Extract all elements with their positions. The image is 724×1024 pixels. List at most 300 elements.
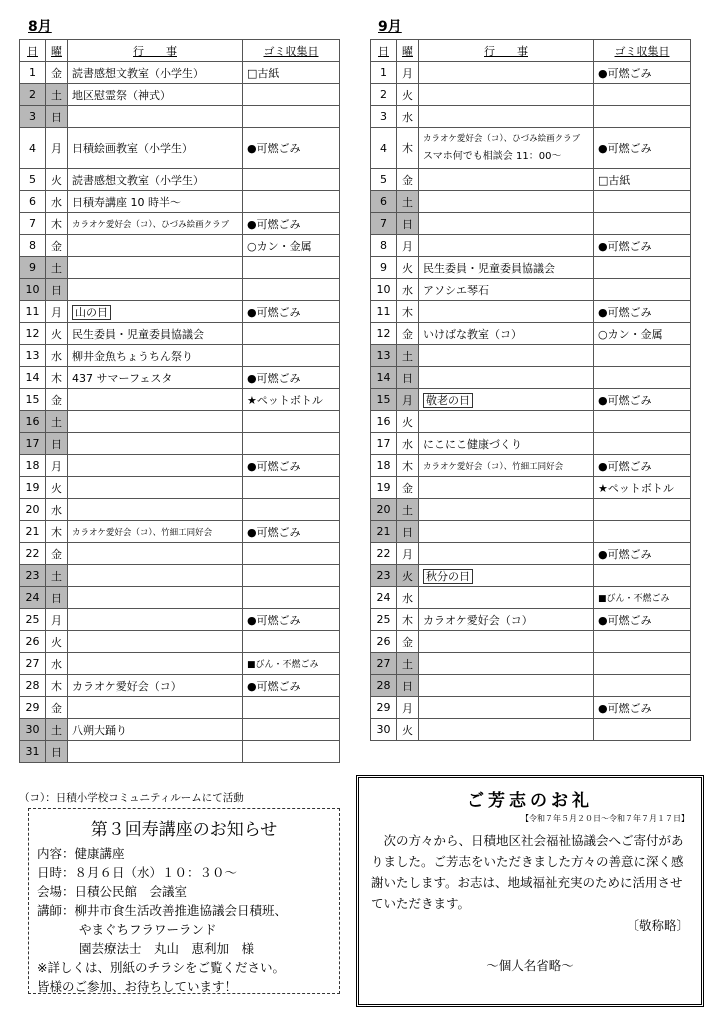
table-row (20, 235, 340, 257)
event-cell (68, 345, 243, 367)
day-cell: 15 (371, 389, 397, 411)
weekday-cell: 木 (46, 675, 68, 697)
garbage-cell: ○カン・金属 (594, 323, 691, 345)
table-row (371, 653, 691, 675)
weekday-cell: 金 (397, 323, 419, 345)
table-row (371, 84, 691, 106)
notice-detail-1: ※詳しくは、別紙のチラシをご覧ください。 (37, 960, 285, 975)
weekday-cell: 水 (46, 191, 68, 213)
table-row (371, 455, 691, 477)
event-cell (419, 389, 594, 411)
garbage-cell (243, 411, 340, 433)
garbage-cell: ■びん・不燃ごみ (594, 587, 691, 609)
event-cell (68, 675, 243, 697)
event-cell (419, 323, 594, 345)
event-text: 秋分の日 (423, 569, 473, 584)
garbage-cell (243, 719, 340, 741)
event-cell (419, 235, 594, 257)
event-text: 民生委員・児童委員協議会 (423, 261, 555, 275)
day-cell: 4 (20, 128, 46, 169)
garbage-cell: ★ペットボトル (243, 389, 340, 411)
table-row (20, 477, 340, 499)
weekday-cell: 月 (397, 235, 419, 257)
table-row (20, 191, 340, 213)
day-cell: 9 (371, 257, 397, 279)
garbage-cell (594, 719, 691, 741)
garbage-cell: ●可燃ごみ (243, 609, 340, 631)
event-cell (68, 367, 243, 389)
garbage-cell (243, 279, 340, 301)
event-cell (68, 389, 243, 411)
table-row (20, 301, 340, 323)
thanks-honorific: 〔敬称略〕 (626, 918, 689, 933)
weekday-cell: 火 (397, 411, 419, 433)
table-row (20, 521, 340, 543)
event-cell (68, 741, 243, 763)
event-cell (68, 169, 243, 191)
event-text: いけばな教室（コ） (423, 327, 522, 341)
event-cell (419, 345, 594, 367)
garbage-cell (594, 84, 691, 106)
table-row (371, 279, 691, 301)
garbage-cell (243, 84, 340, 106)
garbage-cell (594, 257, 691, 279)
event-cell (419, 213, 594, 235)
day-cell: 20 (20, 499, 46, 521)
event-cell (419, 169, 594, 191)
day-cell: 29 (371, 697, 397, 719)
day-cell: 22 (20, 543, 46, 565)
garbage-cell (243, 106, 340, 128)
september-header-row (371, 40, 691, 62)
header-day: 日 (371, 40, 397, 62)
weekday-cell: 金 (46, 543, 68, 565)
thanks-box (356, 775, 704, 1007)
day-cell: 25 (371, 609, 397, 631)
header-weekday: 曜 (397, 40, 419, 62)
garbage-cell (243, 697, 340, 719)
event-cell (68, 84, 243, 106)
day-cell: 12 (20, 323, 46, 345)
event-cell (68, 279, 243, 301)
event-cell (68, 609, 243, 631)
garbage-cell (243, 587, 340, 609)
table-row (20, 653, 340, 675)
table-row (371, 106, 691, 128)
event-cell (68, 323, 243, 345)
weekday-cell: 土 (397, 191, 419, 213)
event-cell (68, 631, 243, 653)
day-cell: 26 (371, 631, 397, 653)
weekday-cell: 月 (46, 128, 68, 169)
garbage-cell (243, 631, 340, 653)
event-cell (68, 477, 243, 499)
garbage-cell (594, 367, 691, 389)
table-row (20, 697, 340, 719)
table-row (20, 257, 340, 279)
table-row (371, 499, 691, 521)
weekday-cell: 日 (46, 741, 68, 763)
event-text: 敬老の日 (423, 393, 473, 408)
weekday-cell: 土 (46, 719, 68, 741)
weekday-cell: 土 (46, 411, 68, 433)
event-cell (419, 301, 594, 323)
table-row (371, 477, 691, 499)
garbage-cell (243, 257, 340, 279)
event-cell (68, 235, 243, 257)
event-text: カラオケ愛好会（コ）、竹細工同好会 (72, 527, 213, 538)
thanks-body: 次の方々から、日積地区社会福祉協議会へご寄付がありました。ご芳志をいただきました方々の善意に深く感謝いたします。お志は、地域福祉充実のために活用させていただきます。 (371, 833, 684, 911)
event-cell (68, 411, 243, 433)
header-event: 行 事 (419, 40, 594, 62)
weekday-cell: 水 (46, 653, 68, 675)
day-cell: 14 (371, 367, 397, 389)
garbage-cell (594, 106, 691, 128)
garbage-cell: ●可燃ごみ (243, 301, 340, 323)
garbage-cell (243, 323, 340, 345)
table-row (20, 455, 340, 477)
day-cell: 29 (20, 697, 46, 719)
thanks-omitted-names: ～個人名省略～ (486, 958, 574, 973)
event-text: 読書感想文教室（小学生） (72, 173, 204, 187)
table-row (371, 433, 691, 455)
weekday-cell: 水 (397, 279, 419, 301)
event-cell (419, 609, 594, 631)
weekday-cell: 火 (397, 565, 419, 587)
event-text: 日積寿講座 10 時半～ (72, 195, 181, 209)
lecture-notice-box (28, 808, 340, 994)
table-row (20, 169, 340, 191)
day-cell: 20 (371, 499, 397, 521)
weekday-cell: 水 (46, 499, 68, 521)
event-text: 日積絵画教室（小学生） (72, 142, 193, 155)
garbage-cell (243, 477, 340, 499)
weekday-cell: 日 (397, 521, 419, 543)
garbage-cell: ●可燃ごみ (243, 367, 340, 389)
table-row (371, 128, 691, 169)
table-row (20, 675, 340, 697)
event-text: 437 サマーフェスタ (72, 371, 173, 385)
weekday-cell: 土 (46, 565, 68, 587)
september-rows (371, 62, 691, 741)
day-cell: 2 (371, 84, 397, 106)
table-row (371, 631, 691, 653)
header-garbage: ゴミ収集日 (243, 40, 340, 62)
table-row (371, 565, 691, 587)
table-row (20, 345, 340, 367)
garbage-cell (243, 499, 340, 521)
table-row (20, 84, 340, 106)
garbage-cell (594, 653, 691, 675)
weekday-cell: 金 (46, 389, 68, 411)
event-cell (68, 653, 243, 675)
table-row (20, 609, 340, 631)
weekday-cell: 火 (46, 631, 68, 653)
weekday-cell: 日 (397, 367, 419, 389)
weekday-cell: 火 (397, 719, 419, 741)
weekday-cell: 日 (397, 675, 419, 697)
day-cell: 1 (371, 62, 397, 84)
weekday-cell: 水 (397, 433, 419, 455)
table-row (20, 367, 340, 389)
weekday-cell: 土 (397, 345, 419, 367)
garbage-cell: ★ペットボトル (594, 477, 691, 499)
august-rows (20, 62, 340, 763)
day-cell: 23 (371, 565, 397, 587)
day-cell: 3 (371, 106, 397, 128)
event-text: カラオケ愛好会（コ） (423, 613, 533, 627)
weekday-cell: 月 (397, 389, 419, 411)
day-cell: 10 (371, 279, 397, 301)
event-cell (419, 455, 594, 477)
weekday-cell: 火 (397, 257, 419, 279)
event-cell (419, 521, 594, 543)
weekday-cell: 木 (397, 301, 419, 323)
event-cell (419, 128, 594, 169)
weekday-cell: 金 (46, 62, 68, 84)
event-text: カラオケ愛好会（コ）、竹細工同好会 (423, 461, 564, 472)
event-text: カラオケ愛好会（コ） (72, 679, 182, 693)
event-cell (419, 719, 594, 741)
event-text: カラオケ愛好会（コ）、ひづみ絵画クラブ (72, 219, 230, 230)
day-cell: 13 (371, 345, 397, 367)
weekday-cell: 月 (397, 697, 419, 719)
august-header-row (20, 40, 340, 62)
day-cell: 30 (371, 719, 397, 741)
event-cell (68, 455, 243, 477)
day-cell: 14 (20, 367, 46, 389)
weekday-cell: 月 (46, 455, 68, 477)
garbage-cell: ●可燃ごみ (594, 455, 691, 477)
day-cell: 17 (371, 433, 397, 455)
garbage-cell (594, 213, 691, 235)
table-row (20, 389, 340, 411)
weekday-cell: 日 (46, 587, 68, 609)
garbage-cell: ●可燃ごみ (243, 521, 340, 543)
garbage-cell (594, 675, 691, 697)
table-row (371, 543, 691, 565)
weekday-cell: 水 (397, 106, 419, 128)
table-row (20, 543, 340, 565)
day-cell: 24 (371, 587, 397, 609)
event-text: 民生委員・児童委員協議会 (72, 327, 204, 341)
day-cell: 3 (20, 106, 46, 128)
day-cell: 6 (20, 191, 46, 213)
day-cell: 26 (20, 631, 46, 653)
table-row (371, 719, 691, 741)
event-text: カラオケ愛好会（コ）、ひづみ絵画クラブ (423, 134, 581, 144)
day-cell: 2 (20, 84, 46, 106)
day-cell: 31 (20, 741, 46, 763)
event-cell (68, 587, 243, 609)
september-title: 9月 (378, 19, 402, 35)
weekday-cell: 火 (397, 84, 419, 106)
table-row (371, 345, 691, 367)
event-cell (68, 697, 243, 719)
weekday-cell: 月 (46, 609, 68, 631)
day-cell: 7 (371, 213, 397, 235)
event-cell (419, 257, 594, 279)
garbage-cell (594, 345, 691, 367)
weekday-cell: 火 (46, 169, 68, 191)
weekday-cell: 日 (397, 213, 419, 235)
table-row (371, 411, 691, 433)
event-cell (419, 191, 594, 213)
day-cell: 15 (20, 389, 46, 411)
garbage-cell (243, 433, 340, 455)
event-cell (68, 301, 243, 323)
garbage-cell (594, 521, 691, 543)
event-cell (68, 521, 243, 543)
day-cell: 10 (20, 279, 46, 301)
day-cell: 27 (20, 653, 46, 675)
weekday-cell: 土 (397, 499, 419, 521)
weekday-cell: 月 (46, 301, 68, 323)
weekday-cell: 木 (397, 609, 419, 631)
event-cell (68, 565, 243, 587)
notice-lecturer: 講師：柳井市食生活改善推進協議会日積班、 (37, 903, 288, 918)
garbage-cell (243, 169, 340, 191)
event-cell (68, 433, 243, 455)
garbage-cell (594, 433, 691, 455)
table-row (371, 301, 691, 323)
table-row (371, 169, 691, 191)
garbage-cell: ●可燃ごみ (243, 675, 340, 697)
event-cell (419, 433, 594, 455)
weekday-cell: 金 (46, 697, 68, 719)
weekday-cell: 金 (46, 235, 68, 257)
garbage-cell: □古紙 (594, 169, 691, 191)
event-cell (419, 543, 594, 565)
weekday-cell: 月 (397, 543, 419, 565)
august-title: 8月 (28, 19, 52, 35)
event-cell (68, 543, 243, 565)
garbage-cell (594, 191, 691, 213)
day-cell: 25 (20, 609, 46, 631)
garbage-cell: ●可燃ごみ (243, 455, 340, 477)
garbage-cell (594, 411, 691, 433)
garbage-cell: ●可燃ごみ (243, 213, 340, 235)
event-cell (419, 367, 594, 389)
notice-content: 内容：健康講座 (37, 846, 125, 861)
event-text: 地区慰霊祭（神式） (72, 88, 171, 102)
header-garbage: ゴミ収集日 (594, 40, 691, 62)
day-cell: 12 (371, 323, 397, 345)
weekday-cell: 日 (46, 433, 68, 455)
day-cell: 28 (371, 675, 397, 697)
header-event: 行 事 (68, 40, 243, 62)
event-cell (419, 631, 594, 653)
table-row (371, 235, 691, 257)
day-cell: 8 (371, 235, 397, 257)
header-weekday: 曜 (46, 40, 68, 62)
garbage-cell: ●可燃ごみ (594, 235, 691, 257)
weekday-cell: 土 (46, 257, 68, 279)
table-row (371, 323, 691, 345)
day-cell: 16 (371, 411, 397, 433)
table-row (371, 191, 691, 213)
table-row (20, 128, 340, 169)
table-row (371, 587, 691, 609)
table-row (371, 62, 691, 84)
event-text: 柳井金魚ちょうちん祭り (72, 349, 193, 363)
thanks-title: ご芳志のお礼 (467, 791, 593, 811)
table-row (20, 719, 340, 741)
garbage-cell (594, 279, 691, 301)
weekday-cell: 水 (46, 345, 68, 367)
weekday-cell: 金 (397, 477, 419, 499)
thanks-period: 【令和７年５月２０日～令和７年７月１７日】 (521, 814, 689, 823)
weekday-cell: 金 (397, 631, 419, 653)
garbage-cell (594, 565, 691, 587)
weekday-cell: 木 (397, 455, 419, 477)
garbage-cell: ●可燃ごみ (594, 128, 691, 169)
table-row (20, 631, 340, 653)
weekday-cell: 水 (397, 587, 419, 609)
day-cell: 5 (20, 169, 46, 191)
day-cell: 4 (371, 128, 397, 169)
day-cell: 16 (20, 411, 46, 433)
event-text: アソシエ琴石 (423, 283, 489, 297)
garbage-cell (243, 543, 340, 565)
day-cell: 13 (20, 345, 46, 367)
notice-title: 第３回寿講座のお知らせ (90, 820, 278, 840)
weekday-cell: 火 (46, 477, 68, 499)
event-cell (419, 279, 594, 301)
table-row (371, 389, 691, 411)
garbage-cell (594, 499, 691, 521)
event-cell (419, 62, 594, 84)
day-cell: 27 (371, 653, 397, 675)
garbage-cell: ●可燃ごみ (594, 62, 691, 84)
weekday-cell: 日 (46, 279, 68, 301)
day-cell: 21 (20, 521, 46, 543)
table-row (371, 675, 691, 697)
weekday-cell: 火 (46, 323, 68, 345)
september-calendar-table (370, 39, 691, 741)
table-row (20, 323, 340, 345)
day-cell: 7 (20, 213, 46, 235)
day-cell: 5 (371, 169, 397, 191)
event-cell (419, 106, 594, 128)
event-cell (68, 106, 243, 128)
table-row (20, 62, 340, 84)
garbage-cell: ●可燃ごみ (594, 389, 691, 411)
table-row (20, 433, 340, 455)
notice-lecturer-3: 園芸療法士 丸山 恵利加 様 (79, 941, 255, 956)
event-cell (419, 565, 594, 587)
day-cell: 19 (371, 477, 397, 499)
garbage-cell: ●可燃ごみ (594, 301, 691, 323)
table-row (20, 565, 340, 587)
event-text: 読書感想文教室（小学生） (72, 66, 204, 80)
event-cell (68, 499, 243, 521)
weekday-cell: 木 (46, 213, 68, 235)
day-cell: 18 (371, 455, 397, 477)
day-cell: 30 (20, 719, 46, 741)
day-cell: 1 (20, 62, 46, 84)
table-row (371, 213, 691, 235)
weekday-cell: 土 (46, 84, 68, 106)
weekday-cell: 木 (46, 521, 68, 543)
weekday-cell: 月 (397, 62, 419, 84)
table-row (371, 257, 691, 279)
garbage-cell (243, 191, 340, 213)
day-cell: 8 (20, 235, 46, 257)
table-row (20, 499, 340, 521)
garbage-cell: ■びん・不燃ごみ (243, 653, 340, 675)
event-cell (68, 191, 243, 213)
